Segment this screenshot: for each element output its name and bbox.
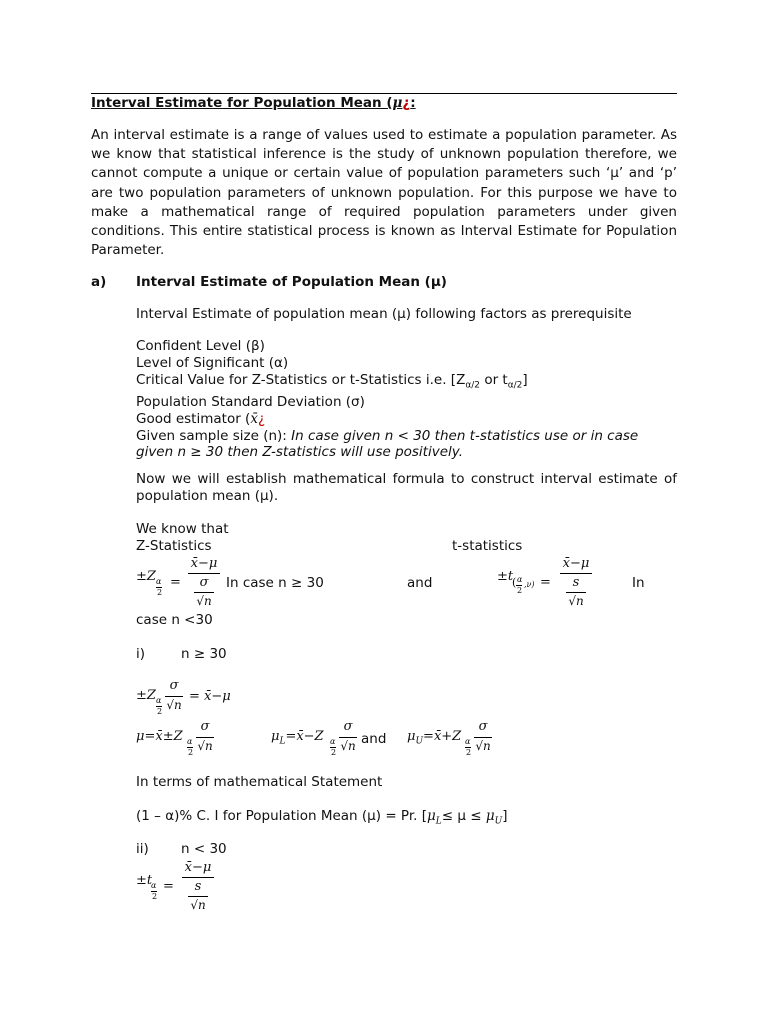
eq3-lhs: $\mu_L=x̄-Z$: [271, 729, 324, 747]
t-eq: =: [540, 575, 551, 590]
factor-confidence: Confident Level (β): [136, 338, 265, 354]
t-formula-lhs: ±t: [497, 569, 514, 584]
t-main-bar: [560, 573, 592, 574]
z-sub-alpha: α: [156, 577, 162, 586]
case-ii-condition: n < 30: [181, 841, 227, 857]
z-sqrt-n: √n: [196, 594, 212, 608]
establish-paragraph: Now we will establish mathematical formula to construct interval estimate of population mean (μ).: [136, 471, 677, 504]
eq2-sigma: σ: [200, 719, 210, 734]
z-statistics-label: Z-Statistics: [136, 538, 212, 554]
eq5-sqrt-n: √n: [190, 898, 206, 912]
eq4-bar: [474, 737, 492, 738]
z-numerator: x̄−μ: [190, 556, 218, 571]
eq1-sub-alpha: α: [156, 696, 162, 705]
eq1-sigma: σ: [169, 678, 179, 693]
eq3-sub-alpha: α: [330, 737, 336, 746]
in-terms-text: In terms of mathematical Statement: [136, 774, 383, 790]
eq2-lhs: μ=x̄±Z: [136, 729, 183, 744]
case-i-condition: n ≥ 30: [181, 646, 227, 662]
section-a-heading: Interval Estimate of Population Mean (μ): [136, 274, 447, 290]
page-title: Interval Estimate for Population Mean (μ¿:: [91, 95, 416, 111]
prereq-line: Interval Estimate of population mean (μ) following factors as prerequisite: [136, 306, 632, 322]
factor-estimator: Good estimator (x̄¿: [136, 410, 266, 427]
t-sqrt-n: √n: [568, 594, 584, 608]
eq5-sub-two: 2: [152, 892, 158, 901]
eq3-bar: [339, 737, 357, 738]
z-eq: =: [170, 575, 181, 590]
t-numerator: x̄−μ: [562, 556, 590, 571]
eq5-lhs: ±t: [136, 873, 153, 888]
eq5-eq: =: [163, 879, 174, 894]
t-inner-bar: [566, 592, 586, 593]
factor-critical-value: Critical Value for Z-Statistics or t-Statistics i.e. [$Z_{\alpha/2}$ or $t_{\alpha/2}$]: [136, 371, 528, 391]
z-inner-bar: [194, 592, 214, 593]
eq2-sub-two: 2: [188, 748, 194, 757]
we-know-label: We know that: [136, 521, 229, 537]
t-sub-paren-open: (: [512, 576, 517, 589]
t-sub-alpha: α: [517, 575, 523, 584]
t-statistics-label: t-statistics: [452, 538, 523, 554]
factor-std-dev: Population Standard Deviation (σ): [136, 394, 365, 411]
z-main-bar: [188, 573, 220, 574]
t-sub-nu: ,ν): [524, 580, 535, 589]
intro-paragraph: An interval estimate is a range of values used to estimate a population parameter. As we know that statistical inference is the study of unknown population therefore, we cannot compute a unique or certain value of population parameters such ‘μ’ and ‘p’ are two population parameters of unknown population. For this purpose we have to make a mathematical range of required population parameters under given conditions. This entire statistical process is known as Interval Estimate for Population Parameter.: [91, 127, 677, 259]
case-lt-text: case n <30: [136, 612, 213, 628]
eq3-sub-two: 2: [331, 748, 337, 757]
factor-significance: Level of Significant (α): [136, 354, 289, 371]
eq1-sqrt-n: √n: [166, 698, 182, 712]
section-a-marker: a): [91, 274, 107, 290]
z-sub-two: 2: [157, 588, 163, 597]
confidence-interval-statement: (1 – α)% C. I for Population Mean (μ) = Pr. $[\mu_L\le \mu \le \mu_U]$: [136, 808, 508, 827]
factor-sample-size: Given sample size (n): In case given n < 30 then t-statistics use or in case given n ≥ 30 then Z-statistics will use positively.: [136, 427, 639, 461]
factor-list: [136, 338, 677, 461]
eq1-rhs: = x̄−μ: [189, 689, 231, 704]
eq5-inner-bar: [188, 896, 208, 897]
case-ii-marker: ii): [136, 841, 149, 857]
in-text: In: [632, 575, 645, 591]
eq4-lhs: $\mu_U=x̄+Z$: [407, 729, 462, 747]
eq4-sigma: σ: [478, 719, 488, 734]
eq1-lhs: ±Z: [136, 688, 156, 703]
eq1-sub-two: 2: [157, 707, 163, 716]
eq4-sub-two: 2: [466, 748, 472, 757]
eq4-sqrt-n: √n: [475, 739, 491, 753]
eq5-sub-alpha: α: [151, 881, 157, 890]
eq2-sqrt-n: √n: [197, 739, 213, 753]
eq1-bar: [165, 696, 183, 697]
t-sub-two: 2: [517, 586, 523, 595]
and2-text: and: [361, 731, 387, 747]
eq5-s: s: [194, 879, 202, 894]
case-i-marker: i): [136, 646, 146, 662]
and-text: and: [407, 575, 433, 591]
z-formula-lhs: ±Z: [136, 569, 156, 584]
eq5-main-bar: [182, 877, 214, 878]
eq2-bar: [196, 737, 214, 738]
eq5-numerator: x̄−μ: [184, 860, 212, 875]
z-case-text: In case n ≥ 30: [226, 575, 324, 591]
z-sigma: σ: [199, 575, 209, 590]
eq3-sigma: σ: [343, 719, 353, 734]
eq2-sub-alpha: α: [187, 737, 193, 746]
eq3-sqrt-n: √n: [340, 739, 356, 753]
t-s: s: [572, 575, 580, 590]
eq4-sub-alpha: α: [465, 737, 471, 746]
